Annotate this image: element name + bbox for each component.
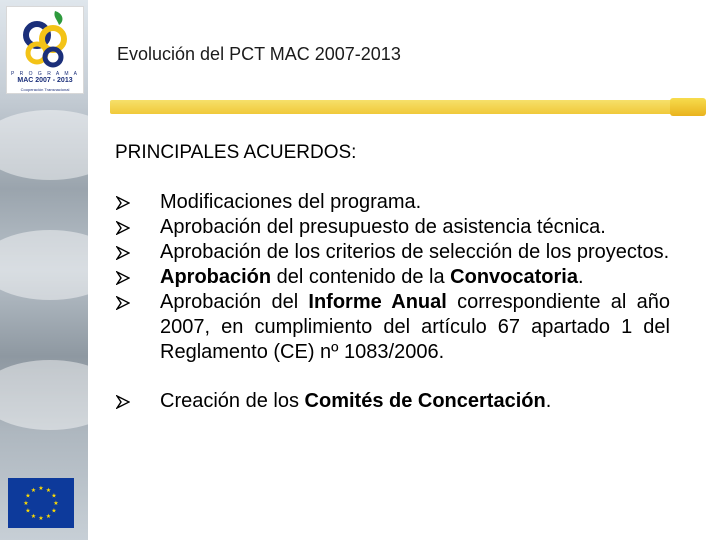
eu-star-icon: ★: [53, 501, 59, 507]
list-item: [116, 190, 670, 215]
bold-term: Informe Anual: [308, 291, 447, 313]
mist-shape: [0, 360, 88, 430]
eu-flag-icon: [8, 478, 74, 528]
bullet-text: Aprobación del Informe Anual correspondiente al año 2007, en cumplimiento del artículo 67 apartado 1 del Reglamento (CE) nº 1083/2006.: [160, 291, 670, 363]
eu-star-icon: ★: [23, 501, 29, 507]
arrowhead-bullet-icon: [116, 240, 160, 265]
eu-star-icon: ★: [38, 516, 44, 522]
slide-title: Evolución del PCT MAC 2007-2013: [117, 44, 401, 64]
eu-star-icon: ★: [51, 493, 57, 500]
list-item: [116, 389, 670, 414]
bullet-text: Modificaciones del programa.: [160, 191, 422, 213]
arrowhead-bullet-icon: [116, 389, 160, 414]
list-item: [116, 215, 670, 240]
arrowhead-bullet-icon: [116, 265, 160, 290]
eu-star-icon: ★: [30, 514, 37, 520]
bullet-text: Aprobación del presupuesto de asistencia técnica.: [160, 216, 606, 238]
bullet-text: Aprobación del contenido de la Convocatoria.: [160, 266, 584, 288]
arrowhead-bullet-icon: [116, 215, 160, 240]
logo-caption-mac: MAC 2007 - 2013: [17, 77, 73, 84]
bold-term: Convocatoria: [450, 266, 578, 288]
list-item: [116, 240, 670, 265]
eu-star-icon: ★: [45, 514, 52, 520]
list-item: [116, 265, 670, 290]
arrowhead-bullet-icon: [116, 290, 160, 315]
bold-term: Aprobación: [160, 266, 272, 288]
eu-star-icon: ★: [25, 508, 31, 515]
bullet-text: Aprobación de los criterios de selección de los proyectos.: [160, 241, 670, 263]
accent-bar-end: [670, 98, 706, 116]
logo-caption-cooperation: Cooperación Transnacional: [20, 87, 70, 92]
program-logo: [6, 6, 84, 94]
eu-star-icon: ★: [38, 486, 44, 492]
mist-shape: [0, 110, 88, 180]
logo-caption-programa: P R O G R A M A: [11, 71, 79, 77]
program-logo-mark-icon: [15, 9, 75, 69]
eu-star-icon: ★: [30, 488, 37, 494]
eu-star-icon: ★: [51, 508, 57, 515]
bullet-text: Creación de los Comités de Concertación.: [160, 390, 552, 412]
bold-term: Comités de Concertación: [304, 390, 546, 412]
mist-shape: [0, 230, 88, 300]
eu-star-icon: ★: [45, 488, 52, 494]
accent-bar: [110, 100, 676, 114]
agreements-list: [116, 190, 670, 414]
section-heading: PRINCIPALES ACUERDOS:: [115, 142, 357, 163]
arrowhead-bullet-icon: [116, 190, 160, 215]
eu-star-icon: ★: [25, 493, 31, 500]
list-item: [116, 290, 670, 365]
